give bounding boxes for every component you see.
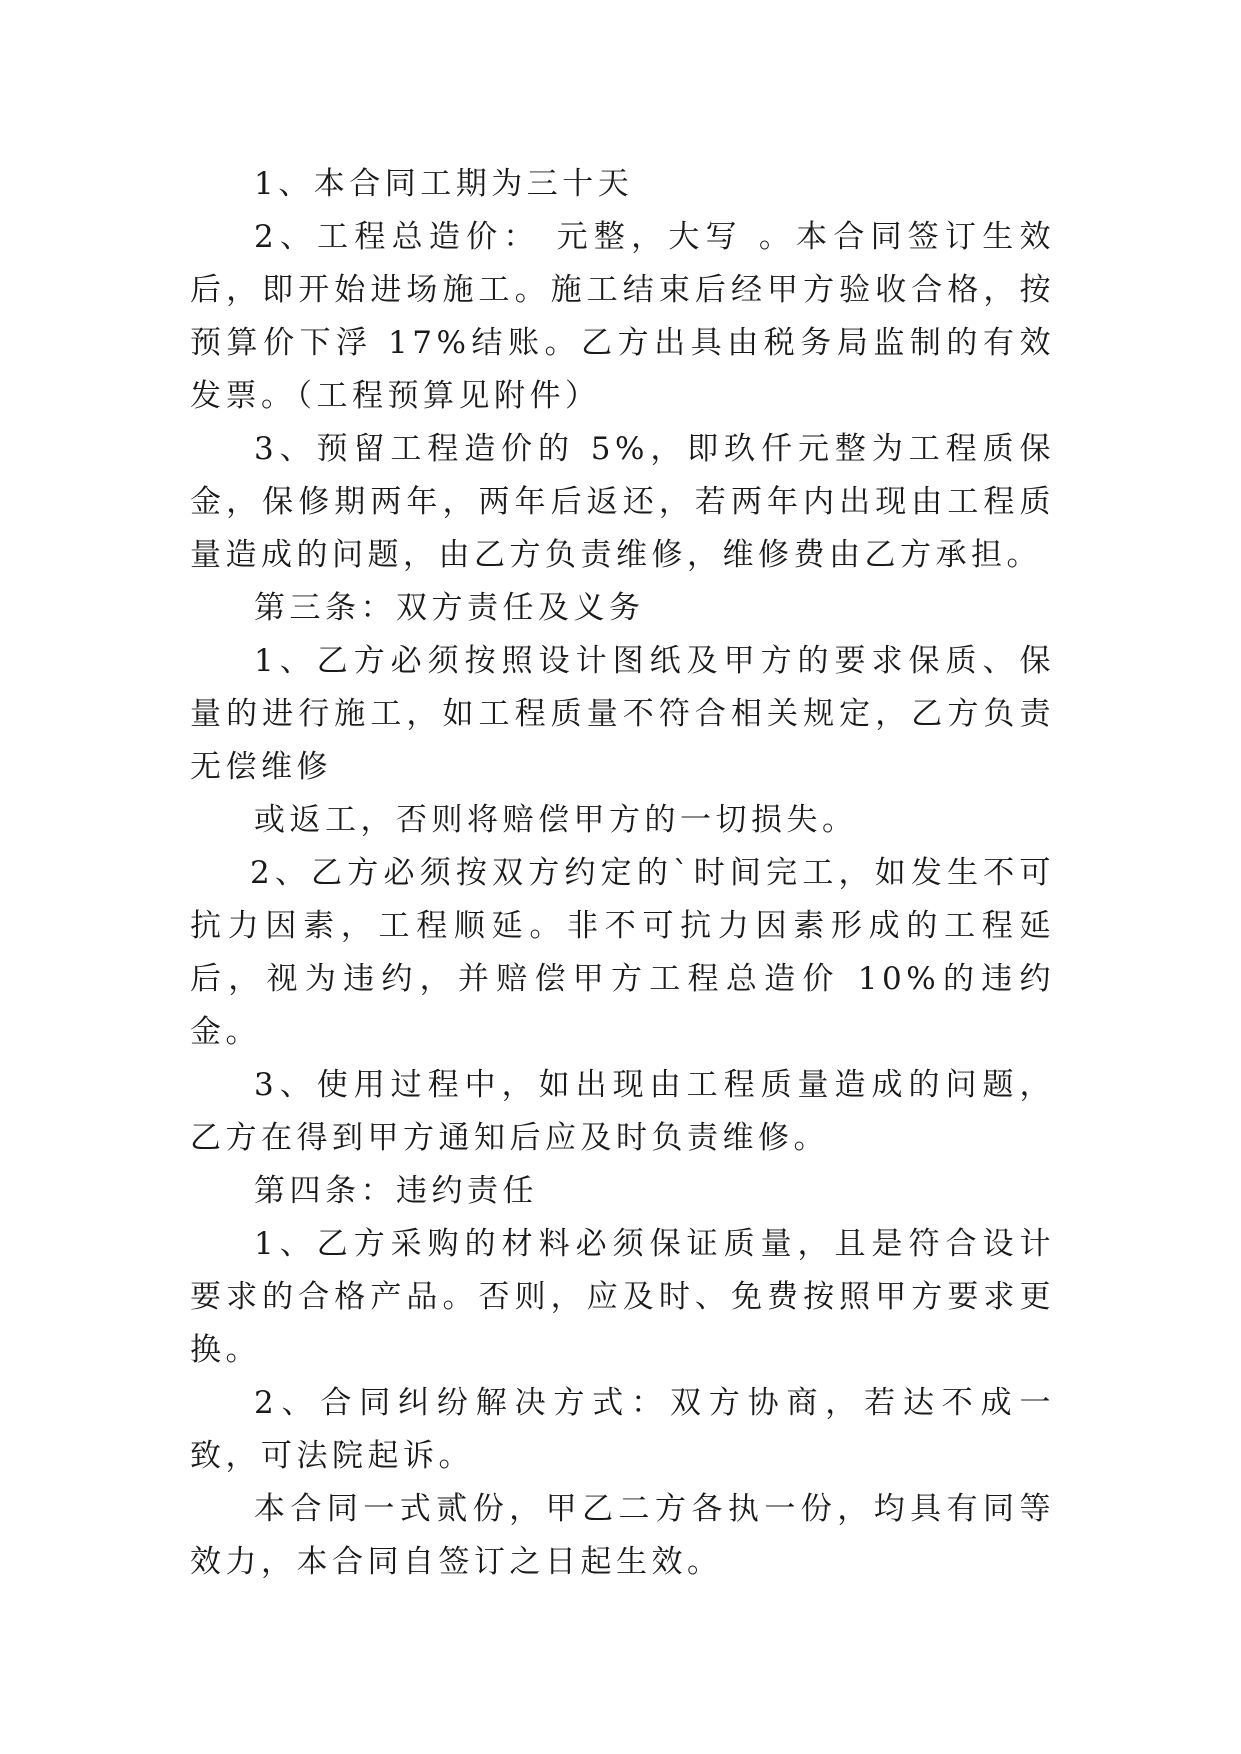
paragraph-dispute-resolution: 2、合同纠纷解决方式：双方协商，若达不成一致，可法院起诉。 bbox=[190, 1385, 1055, 1474]
paragraph-repair-notice: 3、使用过程中，如出现由工程质量造成的问题，乙方在得到甲方通知后应及时负责维修。 bbox=[190, 1067, 1055, 1156]
paragraph-contract-copies: 本合同一式贰份，甲乙二方各执一份，均具有同等效力，本合同自签订之日起生效。 bbox=[190, 1491, 1055, 1580]
paragraph-total-cost: 2、工程总造价： 元整，大写 。本合同签订生效后，即开始进场施工。施工结束后经甲方验收合格，按预算价下浮 17%结账。乙方出具由税务局监制的有效发票。（工程预算见附件） bbox=[190, 219, 1055, 414]
paragraph-quality-obligation: 1、乙方必须按照设计图纸及甲方的要求保质、保量的进行施工，如工程质量不符合相关规定，乙方负责无偿维修 bbox=[190, 643, 1055, 785]
section-heading-article-3: 第三条：双方责任及义务 bbox=[254, 590, 645, 626]
paragraph-term-duration: 1、本合同工期为三十天 bbox=[254, 166, 634, 202]
document-body bbox=[190, 158, 1055, 1589]
paragraph-material-quality: 1、乙方采购的材料必须保证质量，且是符合设计要求的合格产品。否则，应及时、免费按照甲方要求更换。 bbox=[190, 1226, 1055, 1368]
paragraph-completion-time: 2、乙方必须按双方约定的`时间完工，如发生不可抗力因素，工程顺延。非不可抗力因素形成的工程延后，视为违约，并赔偿甲方工程总造价 10%的违约金。 bbox=[190, 855, 1055, 1050]
paragraph-warranty-deposit: 3、预留工程造价的 5%，即玖仟元整为工程质保金，保修期两年，两年后返还，若两年内出现由工程质量造成的问题，由乙方负责维修，维修费由乙方承担。 bbox=[190, 431, 1055, 573]
section-heading-article-4: 第四条：违约责任 bbox=[254, 1173, 538, 1209]
paragraph-rework-loss: 或返工，否则将赔偿甲方的一切损失。 bbox=[254, 802, 858, 838]
